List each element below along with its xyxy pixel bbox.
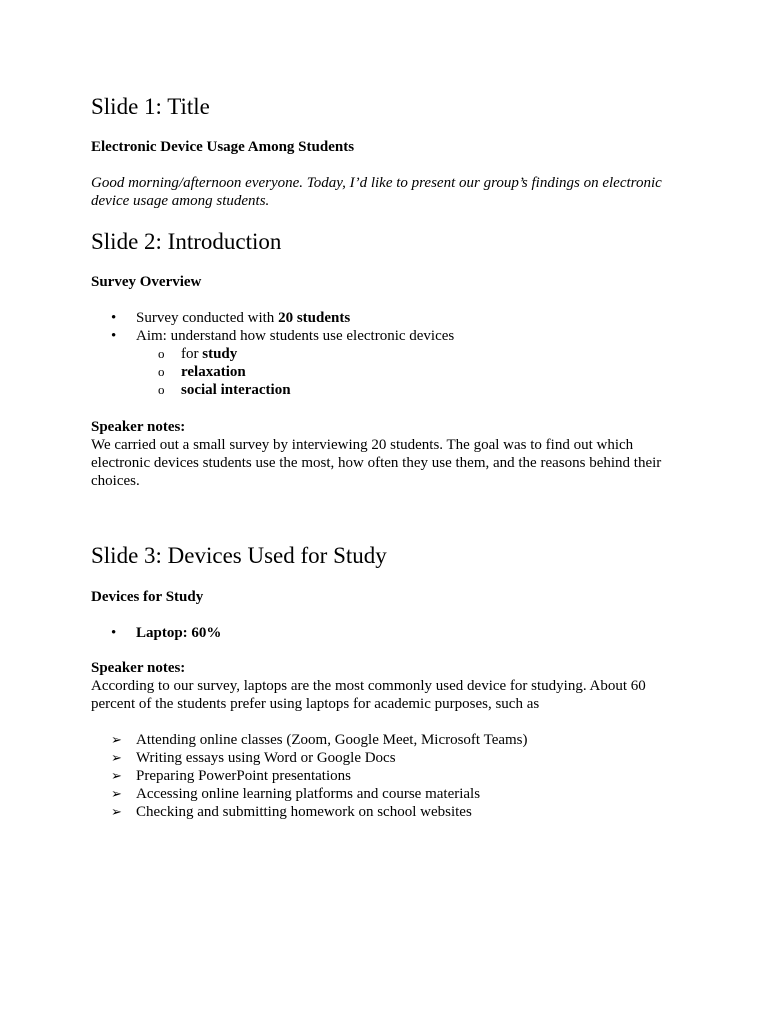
arrow-bullet-icon: ➢: [111, 768, 122, 783]
bullet-bold-text: Laptop: 60%: [136, 625, 222, 641]
arrow-bullet-icon: ➢: [111, 732, 122, 747]
circle-bullet-icon: o: [158, 346, 165, 361]
list-item: [91, 785, 528, 803]
list-item: [91, 767, 528, 785]
list-item: [91, 749, 528, 767]
list-item: [91, 309, 454, 327]
list-item: [91, 803, 528, 821]
slide1-title: Electronic Device Usage Among Students: [91, 139, 355, 155]
slide2-heading: Slide 2: Introduction: [91, 229, 282, 254]
circle-bullet-icon: o: [158, 364, 165, 379]
slide2-subheading: Survey Overview: [91, 274, 202, 290]
use-text: Preparing PowerPoint presentations: [136, 768, 351, 784]
use-text: Accessing online learning platforms and course materials: [136, 786, 481, 802]
bullet-icon: •: [111, 310, 117, 326]
sub-bullet-text: for: [181, 346, 203, 362]
list-item: [136, 345, 454, 363]
sub-bullet-bold-text: study: [202, 346, 238, 362]
slide3-notes: According to our survey, laptops are the most commonly used device for studying. About 60 percent of the students prefer using laptops for academic purposes, such as: [91, 678, 646, 712]
sub-bullet-list: [136, 345, 454, 399]
bullet-icon: •: [111, 625, 117, 641]
list-item: [136, 381, 454, 399]
slide1-heading: Slide 1: Title: [91, 94, 210, 119]
slide3-heading: Slide 3: Devices Used for Study: [91, 543, 387, 568]
list-item: [91, 327, 454, 399]
slide2-bullet-list: [91, 309, 454, 399]
arrow-bullet-icon: ➢: [111, 750, 122, 765]
bullet-text: Survey conducted with: [136, 310, 279, 326]
list-item: [136, 363, 454, 381]
circle-bullet-icon: o: [158, 382, 165, 397]
arrow-bullet-icon: ➢: [111, 804, 122, 819]
slide2-notes-label: Speaker notes:: [91, 419, 186, 435]
bullet-bold-text: 20 students: [278, 310, 351, 326]
bullet-icon: •: [111, 328, 117, 344]
slide3-notes-label: Speaker notes:: [91, 660, 186, 676]
slide3-bullet-list: [91, 624, 221, 642]
sub-bullet-bold-text: relaxation: [181, 364, 246, 380]
arrow-bullet-icon: ➢: [111, 786, 122, 801]
sub-bullet-bold-text: social interaction: [181, 382, 291, 398]
slide2-notes: We carried out a small survey by interviewing 20 students. The goal was to find out which electronic devices students use the most, how often they use them, and the reasons behind their choices.: [91, 437, 662, 489]
list-item: [91, 624, 221, 642]
list-item: [91, 731, 528, 749]
use-text: Writing essays using Word or Google Docs: [136, 750, 396, 766]
use-text: Checking and submitting homework on school websites: [136, 804, 472, 820]
use-text: Attending online classes (Zoom, Google Meet, Microsoft Teams): [136, 732, 528, 748]
bullet-text: Aim: understand how students use electronic devices: [136, 328, 455, 344]
slide3-subheading: Devices for Study: [91, 589, 204, 605]
slide3-uses-list: [91, 731, 528, 821]
slide1-notes: Good morning/afternoon everyone. Today, I’d like to present our group’s findings on electronic device usage among students.: [91, 175, 662, 209]
